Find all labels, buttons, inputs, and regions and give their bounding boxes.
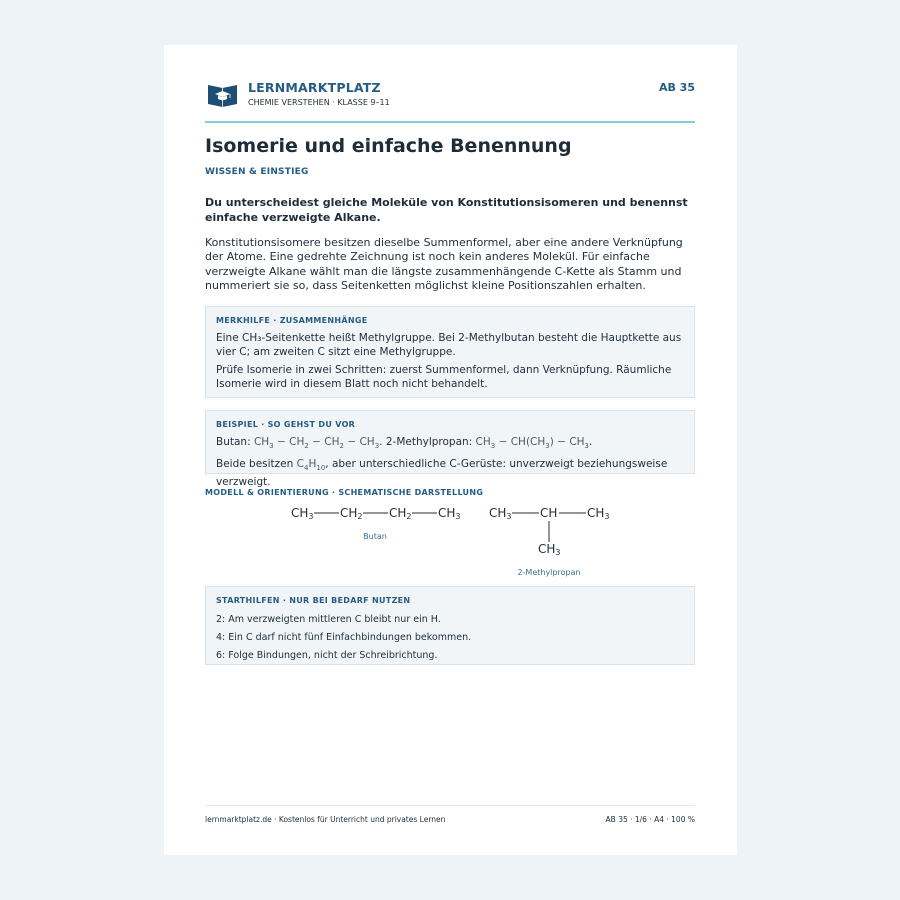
butan-group: CH2 [389, 506, 412, 521]
beispiel-text: Butan: [216, 436, 254, 448]
lead-text: Du unterscheidest gleiche Moleküle von Konstitutionsisomeren und benennst einfache verzweigte Alkane. [205, 196, 688, 224]
footer-divider [205, 805, 695, 806]
merkhilfe-paragraph: Eine CH₃-Seitenkette heißt Methylgruppe. Bei 2-Methylbutan besteht die Hauptkette aus vier C; am zweiten C sitzt eine Methylgruppe. [216, 332, 682, 358]
page-header [205, 78, 695, 122]
beispiel-line [216, 435, 684, 453]
methylpropan-group: CH3 [489, 506, 512, 521]
footer-site: lernmarktplatz.de · Kostenlos für Unterricht und privates Lernen [205, 815, 446, 824]
brand-subtitle: CHEMIE VERSTEHEN · KLASSE 9–11 [248, 98, 390, 107]
butan-caption: Butan [363, 532, 387, 541]
body-text: Konstitutionsisomere besitzen dieselbe Summenformel, aber eine andere Verknüpfung der Atome. Eine gedrehte Zeichnung ist noch kein anderes Molekül. Für einfache verzweigte Alkane wählt man die längste zusammenhängende C-Kette als Stamm und nummeriert sie so, dass Seitenketten möglichst kleine Positionszahlen erhalten. [205, 236, 683, 292]
methylpropan-formula: $CH_3 - CH(CH_3) - CH_3$ [475, 436, 590, 451]
brand-name: LERNMARKTPLATZ [248, 80, 381, 95]
sum-formula: $C_4H_{10}$ [296, 458, 326, 473]
structure-diagram [205, 500, 695, 580]
beispiel-line [216, 457, 684, 489]
beispiel-text: . [589, 436, 593, 448]
methylpropan-caption: 2-Methylpropan [517, 568, 581, 577]
starthilfen-item: 2: Am verzweigten mittleren C bleibt nur ein H. [216, 614, 441, 625]
header-divider [205, 121, 695, 123]
beispiel-text: Beide besitzen [216, 458, 297, 471]
methylpropan-center: CH [540, 506, 558, 520]
beispiel-text: , aber unterschiedliche C-Gerüste: unverzweigt beziehungsweise verzweigt. [216, 458, 668, 489]
starthilfen-box [205, 586, 695, 665]
model-heading: MODELL & ORIENTIERUNG · SCHEMATISCHE DARSTELLUNG [205, 488, 484, 497]
butan-formula: $CH_3 - CH_2 - CH_2 - CH_3$ [253, 436, 380, 451]
footer-page-info: AB 35 · 1/6 · A4 · 100 % [605, 815, 695, 824]
butan-group: CH3 [291, 506, 314, 521]
merkhilfe-box [205, 306, 695, 398]
starthilfen-item: 6: Folge Bindungen, nicht der Schreibrichtung. [216, 650, 438, 661]
merkhilfe-paragraph: Prüfe Isomerie in zwei Schritten: zuerst Summenformel, dann Verknüpfung. Räumliche Isomerie wird in diesem Blatt noch nicht behandelt. [216, 364, 672, 390]
starthilfen-heading: STARTHILFEN · NUR BEI BEDARF NUTZEN [216, 596, 411, 605]
beispiel-heading: BEISPIEL · SO GEHST DU VOR [216, 420, 356, 429]
butan-structure [291, 506, 461, 541]
page-title: Isomerie und einfache Benennung [205, 135, 572, 157]
beispiel-box [205, 410, 695, 489]
methylpropan-branch: CH3 [538, 542, 561, 557]
starthilfen-item: 4: Ein C darf nicht fünf Einfachbindungen bekommen. [216, 632, 472, 643]
section-label: WISSEN & EINSTIEG [205, 167, 309, 177]
worksheet-page [164, 45, 737, 855]
methylpropan-group: CH3 [587, 506, 610, 521]
butan-group: CH3 [438, 506, 461, 521]
beispiel-text: . 2-Methylpropan: [379, 436, 476, 448]
sheet-code: AB 35 [658, 81, 695, 94]
merkhilfe-heading: MERKHILFE · ZUSAMMENHÄNGE [216, 316, 368, 325]
methylpropan-structure [489, 506, 610, 577]
book-graduation-cap-icon [207, 81, 238, 107]
butan-group: CH2 [340, 506, 363, 521]
